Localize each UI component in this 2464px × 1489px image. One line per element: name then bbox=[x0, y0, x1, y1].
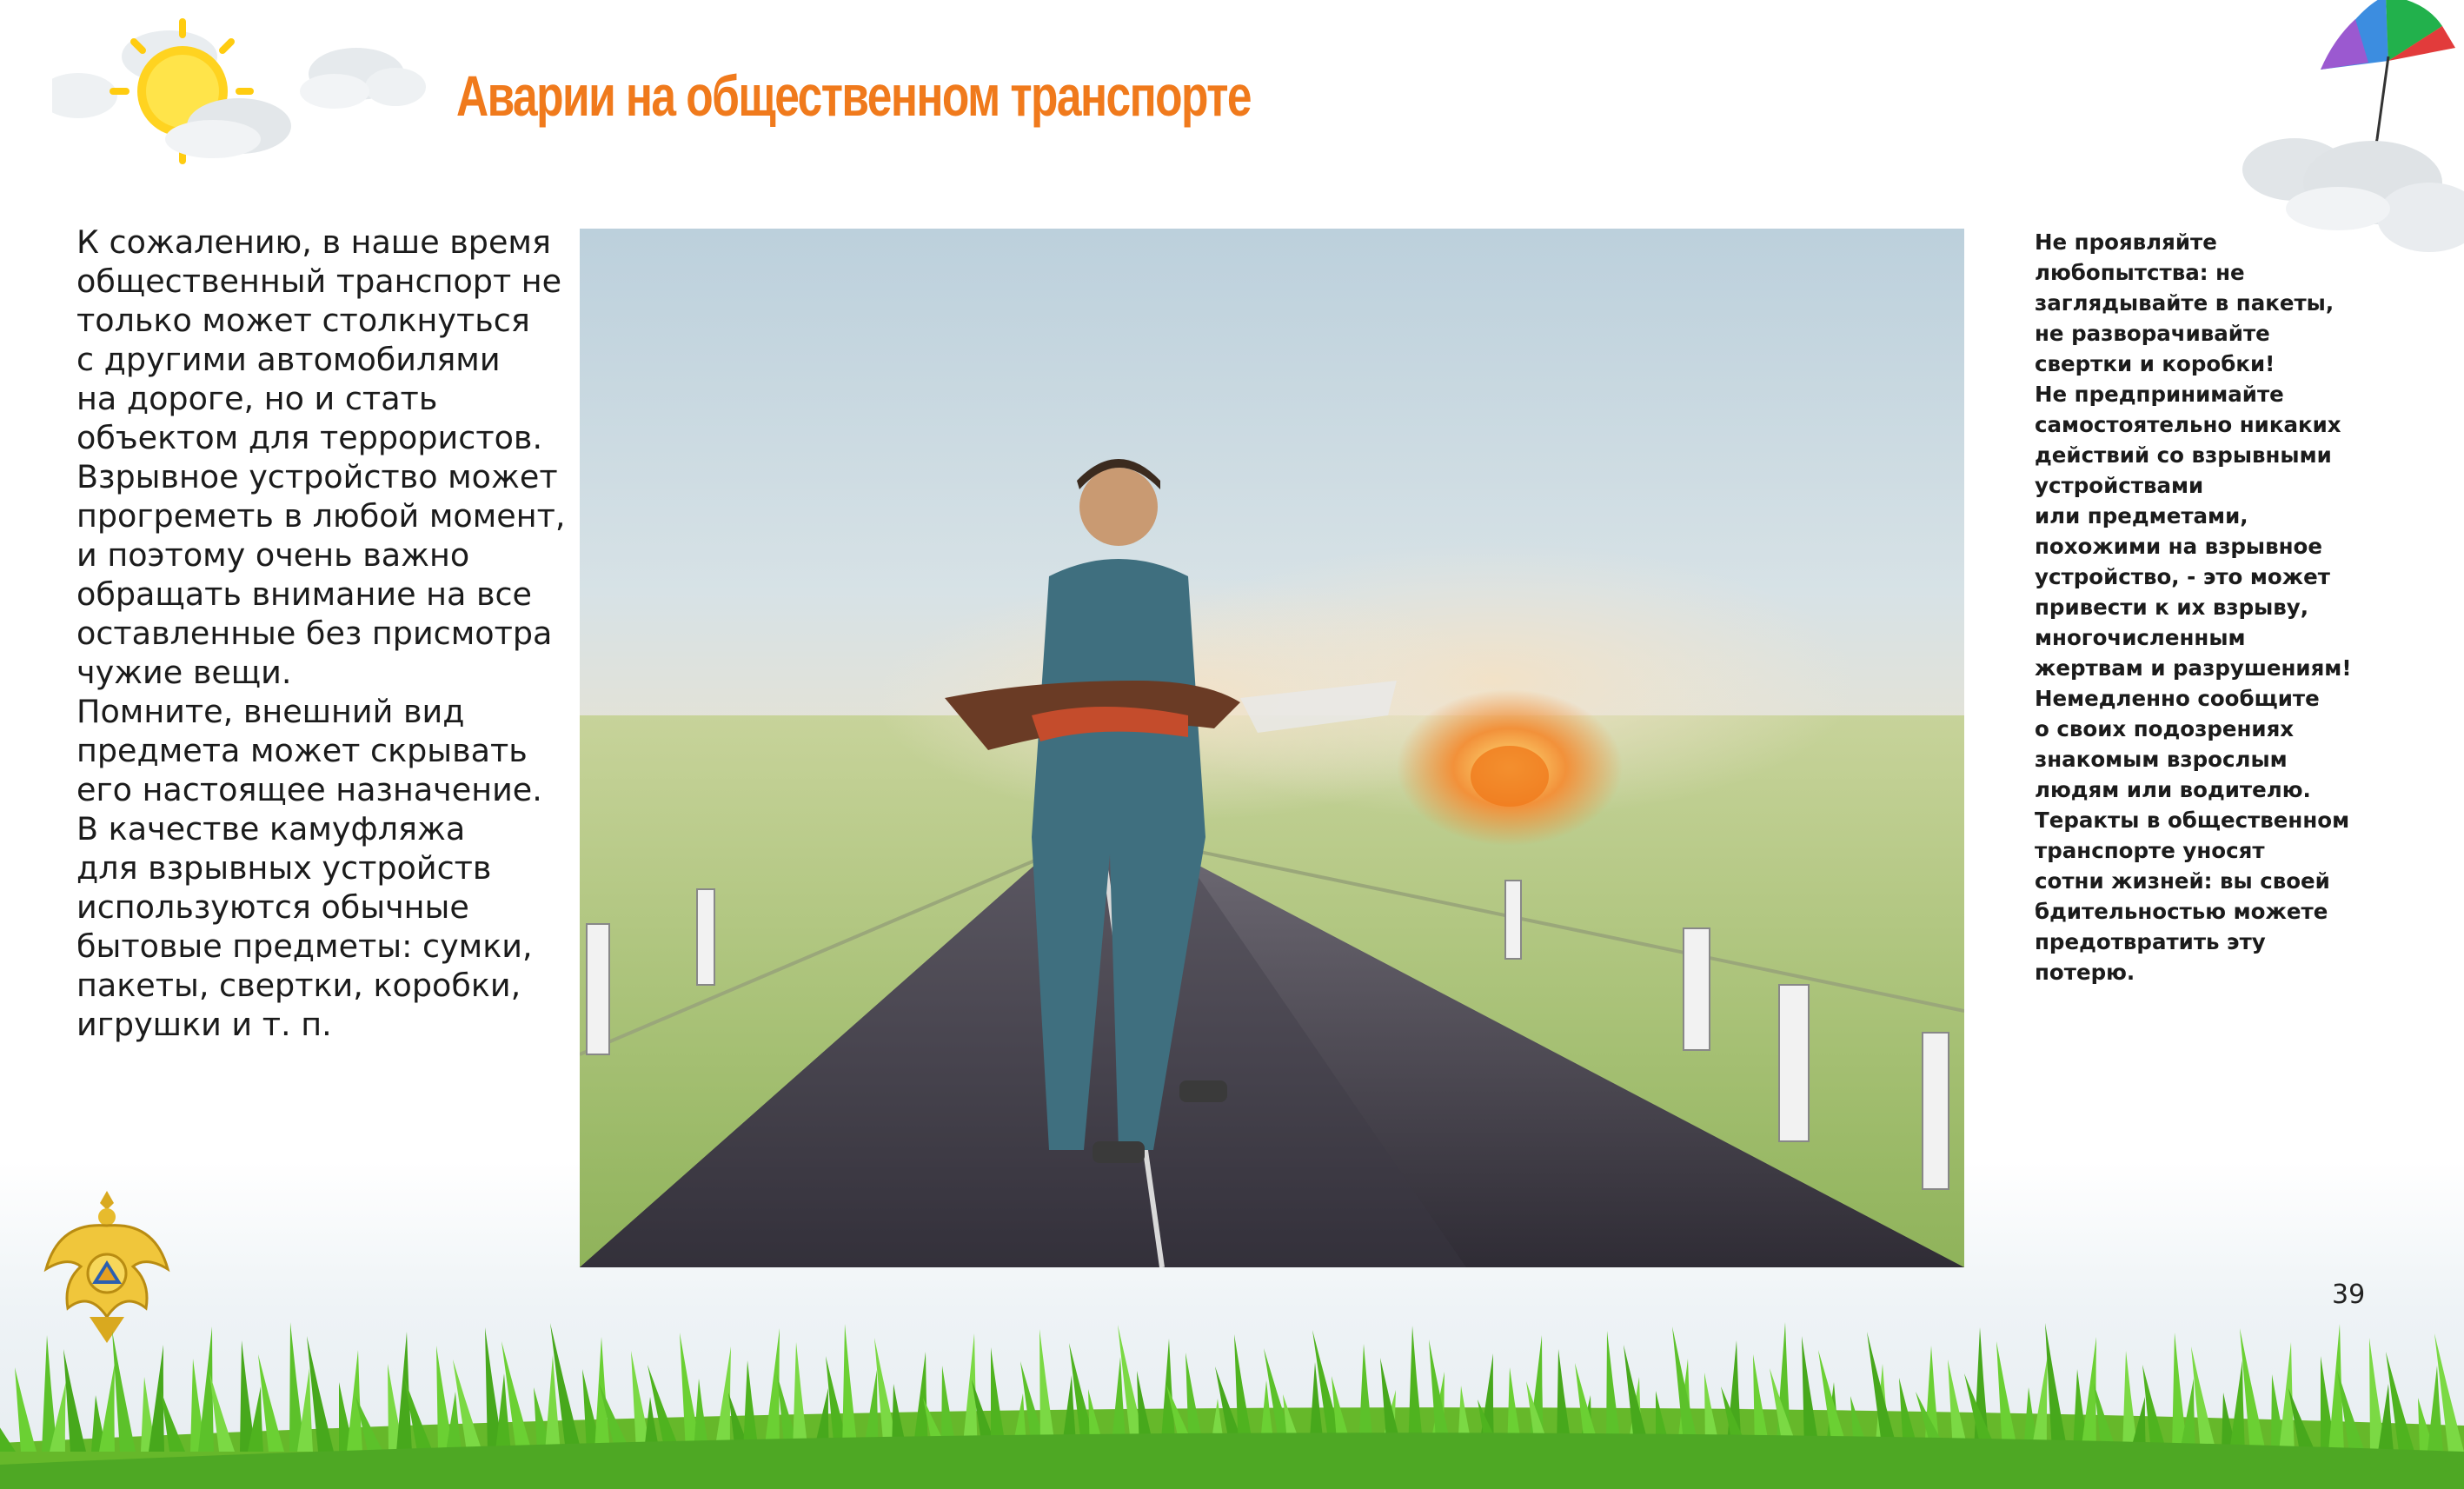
left-text-line: Помните, внешний вид bbox=[76, 693, 465, 730]
right-text-line: действий со взрывными bbox=[2035, 442, 2332, 468]
right-text-line: Не проявляйте bbox=[2035, 229, 2217, 255]
right-text-line: потерю. bbox=[2035, 960, 2135, 985]
left-text-line: К сожалению, в наше время bbox=[76, 223, 551, 261]
right-text-line: Не предпринимайте bbox=[2035, 382, 2284, 407]
right-text-line: предотвратить эту bbox=[2035, 929, 2266, 954]
right-text-line: устройство, - это может bbox=[2035, 564, 2330, 589]
sun-clouds-icon bbox=[52, 17, 426, 165]
right-text-line: привести к их взрыву, bbox=[2035, 595, 2309, 620]
right-text-line: самостоятельно никаких bbox=[2035, 412, 2341, 437]
right-text-line: свертки и коробки! bbox=[2035, 351, 2275, 376]
left-text-line: на дороге, но и стать bbox=[76, 380, 438, 417]
right-text-line: жертвам и разрушениям! bbox=[2035, 655, 2352, 681]
right-text-line: Немедленно сообщите bbox=[2035, 686, 2320, 711]
right-text-line: Теракты в общественном bbox=[2035, 808, 2350, 833]
right-text-line: похожими на взрывное bbox=[2035, 534, 2322, 559]
left-text-line: объектом для террористов. bbox=[76, 419, 543, 456]
umbrella-clouds-icon bbox=[2234, 0, 2464, 261]
left-text-line: для взрывных устройств bbox=[76, 849, 492, 887]
left-text-line: общественный транспорт не bbox=[76, 263, 562, 300]
left-text-line: пакеты, свертки, коробки, bbox=[76, 967, 521, 1004]
left-text-line: используются обычные bbox=[76, 888, 469, 926]
right-text-line: бдительностью можете bbox=[2035, 899, 2328, 924]
left-text-line: обращать внимание на все bbox=[76, 575, 533, 613]
right-text-line: или предметами, bbox=[2035, 503, 2248, 528]
right-text-line: транспорте уносят bbox=[2035, 838, 2265, 863]
right-text-line: любопытства: не bbox=[2035, 260, 2245, 285]
left-text-line: и поэтому очень важно bbox=[76, 536, 470, 574]
right-text-line: знакомым взрослым bbox=[2035, 747, 2288, 772]
right-text-line: заглядывайте в пакеты, bbox=[2035, 290, 2334, 316]
left-text-line: бытовые предметы: сумки, bbox=[76, 927, 533, 965]
left-text-line: его настоящее назначение. bbox=[76, 771, 542, 808]
right-text-line: о своих подозрениях bbox=[2035, 716, 2295, 741]
left-text-line: игрушки и т. п. bbox=[76, 1006, 332, 1043]
page-title: Аварии на общественном транспорте bbox=[456, 63, 1251, 128]
right-text-line: многочисленным bbox=[2035, 625, 2246, 650]
left-text-line: Взрывное устройство может bbox=[76, 458, 558, 495]
left-text-line: с другими автомобилями bbox=[76, 341, 501, 378]
right-text-line: не разворачивайте bbox=[2035, 321, 2270, 346]
left-text-line: чужие вещи. bbox=[76, 654, 292, 691]
page-number: 39 bbox=[2332, 1280, 2366, 1310]
left-text-line: оставленные без присмотра bbox=[76, 615, 553, 652]
right-text-column bbox=[2035, 227, 2352, 987]
right-text-line: людям или водителю. bbox=[2035, 777, 2311, 802]
left-text-line: предмета может скрывать bbox=[76, 732, 528, 769]
left-text-line: В качестве камуфляжа bbox=[76, 810, 466, 848]
right-text-line: устройствами bbox=[2035, 473, 2204, 498]
grass-footer-decoration bbox=[0, 1278, 2464, 1489]
left-text-column bbox=[76, 223, 566, 1044]
right-text-line: сотни жизней: вы своей bbox=[2035, 868, 2330, 894]
left-text-line: прогреметь в любой момент, bbox=[76, 497, 566, 535]
left-text-line: только может столкнуться bbox=[76, 302, 530, 339]
illustration-painting bbox=[580, 229, 1964, 1267]
